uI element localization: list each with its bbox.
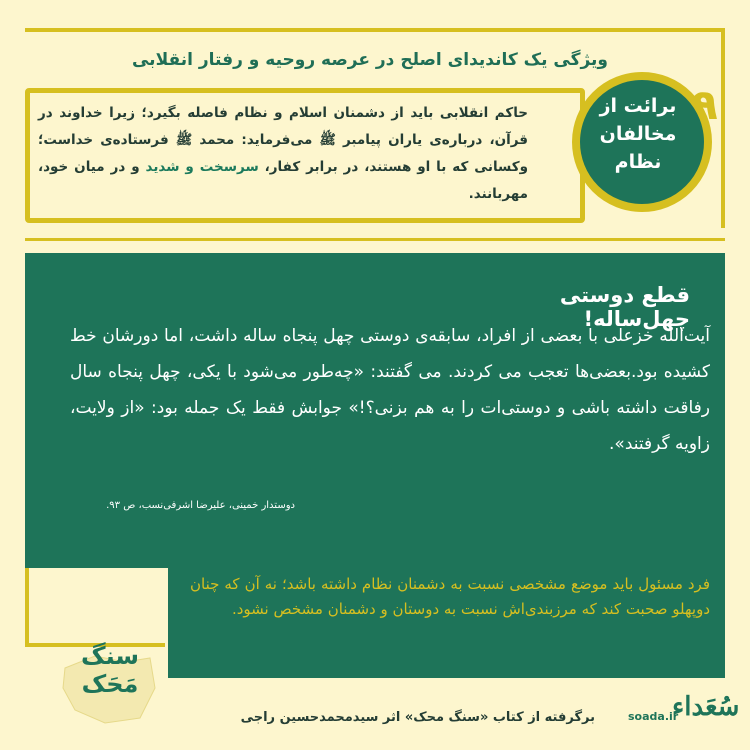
responsibility-note: فرد مسئول باید موضع مشخصی نسبت به دشمنان نظام داشته باشد؛ نه آن که چنان دوپهلو صحبت کند که مرزبندی‌اش نسبت به دوستان و دشمنان مشخص نشود. [190, 575, 710, 618]
badge-label [582, 92, 694, 176]
frame-line-top [25, 28, 725, 32]
badge-line-3: نظام [614, 151, 662, 173]
page-title: ویژگی یک کاندیدای اصلح در عرصه روحیه و رفتار انقلابی [131, 50, 609, 70]
book-logo-line-2: مَحَک [81, 670, 139, 698]
badge-line-2: مخالفان [599, 123, 677, 145]
book-logo-line-1: سنگ [81, 642, 139, 670]
book-logo [60, 642, 160, 698]
quote-part-2: و در میان خود، مهربانند. [38, 159, 528, 202]
quote-text [38, 100, 528, 208]
quote-part-1: حاکم انقلابی باید از دشمنان اسلام و نظام فاصله بگیرد؛ زیرا خداوند در قرآن، درباره‌ی یاران پیامبر ﷺ می‌فرماید: محمد ﷺ فرستاده‌ی خداست؛ وکسانی که با او هستند، در برابر کفار، [38, 105, 529, 175]
story-title: قطع دوستی چهل‌ساله! [559, 283, 690, 331]
badge-number: ۹ [692, 80, 718, 129]
story-source: دوستدار خمینی، علیرضا اشرفی‌نسب، ص ۹۳. [106, 500, 295, 511]
brand-url[interactable]: soada.ir [628, 710, 679, 723]
brand-logo: سُعَداء [672, 692, 740, 722]
footer-credit: برگرفته از کتاب «سنگ محک» اثر سیدمحمدحسین راجی [240, 710, 595, 725]
quote-highlight: سرسخت و شدید [145, 159, 259, 175]
story-body: آیت‌الله خزعلی با بعضی از افراد، سابقه‌ی دوستی چهل پنجاه ساله داشت، اما دورشان خط کشیده بود.بعضی‌ها تعجب می کردند. می گفتند: «چه‌طور می‌شود با یکی، چهل پنجاه سال رفاقت داشته باشی و دوستی‌ات را به هم بزنی؟!» جوابش فقط یک جمله بود: «از ولایت، زاویه گرفتند». [70, 326, 710, 454]
badge-line-1: برائت از [599, 95, 677, 117]
frame-line-separator [25, 238, 725, 241]
